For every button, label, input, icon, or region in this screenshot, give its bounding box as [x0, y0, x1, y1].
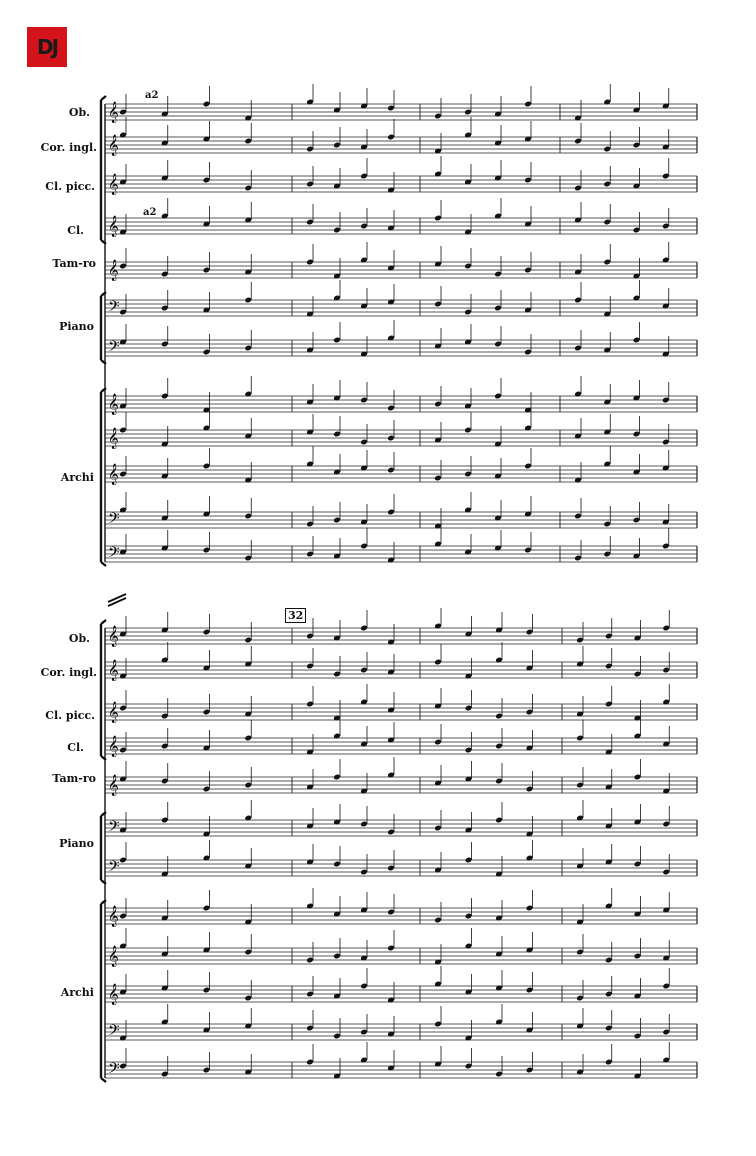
label-oboe-1: Ob. — [68, 106, 90, 119]
label-tamburo-2: Tam-ro — [52, 772, 96, 785]
sys2-clef-4: 𝄞 — [108, 775, 119, 796]
label-oboe-2: Ob. — [68, 632, 90, 645]
label-piano-2: Piano — [59, 837, 94, 850]
label-cl-picc-1: Cl. picc. — [45, 180, 95, 193]
sys1-clef-1: 𝄞 — [108, 135, 119, 156]
label-strings-2: Archi — [60, 986, 94, 999]
dynamic-a2-oboe: a2 — [145, 90, 159, 101]
sys2-clef-10: 𝄢 — [108, 1022, 120, 1043]
sys2-clef-7: 𝄞 — [108, 906, 119, 927]
label-cor-anglais-2: Cor. ingl. — [40, 666, 97, 679]
sys1-clef-7: 𝄞 — [108, 394, 119, 415]
sys1-clef-8: 𝄞 — [108, 428, 119, 449]
label-cor-anglais-1: Cor. ingl. — [40, 141, 97, 154]
label-clarinet-1: Cl. — [67, 224, 84, 237]
sys1-clef-2: 𝄞 — [108, 174, 119, 195]
sys2-clef-5: 𝄢 — [108, 818, 120, 839]
label-cl-picc-2: Cl. picc. — [45, 709, 95, 722]
sys1-clef-9: 𝄞 — [108, 464, 119, 485]
sys1-clef-11: 𝄢 — [108, 544, 120, 565]
label-piano-1: Piano — [59, 320, 94, 333]
sys2-clef-8: 𝄞 — [108, 946, 119, 967]
sys2-clef-11: 𝄢 — [108, 1060, 120, 1081]
publisher-logo: DJ — [27, 27, 67, 67]
dynamic-a2-clarinet: a2 — [143, 207, 157, 218]
sys1-clef-10: 𝄢 — [108, 510, 120, 531]
sys1-clef-4: 𝄞 — [108, 260, 119, 281]
label-clarinet-2: Cl. — [67, 741, 84, 754]
sys1-clef-5: 𝄢 — [108, 298, 120, 319]
system-divider — [108, 594, 126, 606]
sys2-clef-1: 𝄞 — [108, 660, 119, 681]
sys1-clef-3: 𝄞 — [108, 216, 119, 237]
rehearsal-mark: 32 — [285, 608, 306, 623]
sys2-clef-0: 𝄞 — [108, 626, 119, 647]
label-strings-1: Archi — [60, 471, 94, 484]
sys2-clef-6: 𝄢 — [108, 858, 120, 879]
sys1-clef-0: 𝄞 — [108, 102, 119, 123]
sys2-clef-2: 𝄞 — [108, 702, 119, 723]
sys2-clef-3: 𝄞 — [108, 736, 119, 757]
sys2-clef-9: 𝄞 — [108, 984, 119, 1005]
sys1-clef-6: 𝄢 — [108, 338, 120, 359]
label-tamburo-1: Tam-ro — [52, 257, 96, 270]
